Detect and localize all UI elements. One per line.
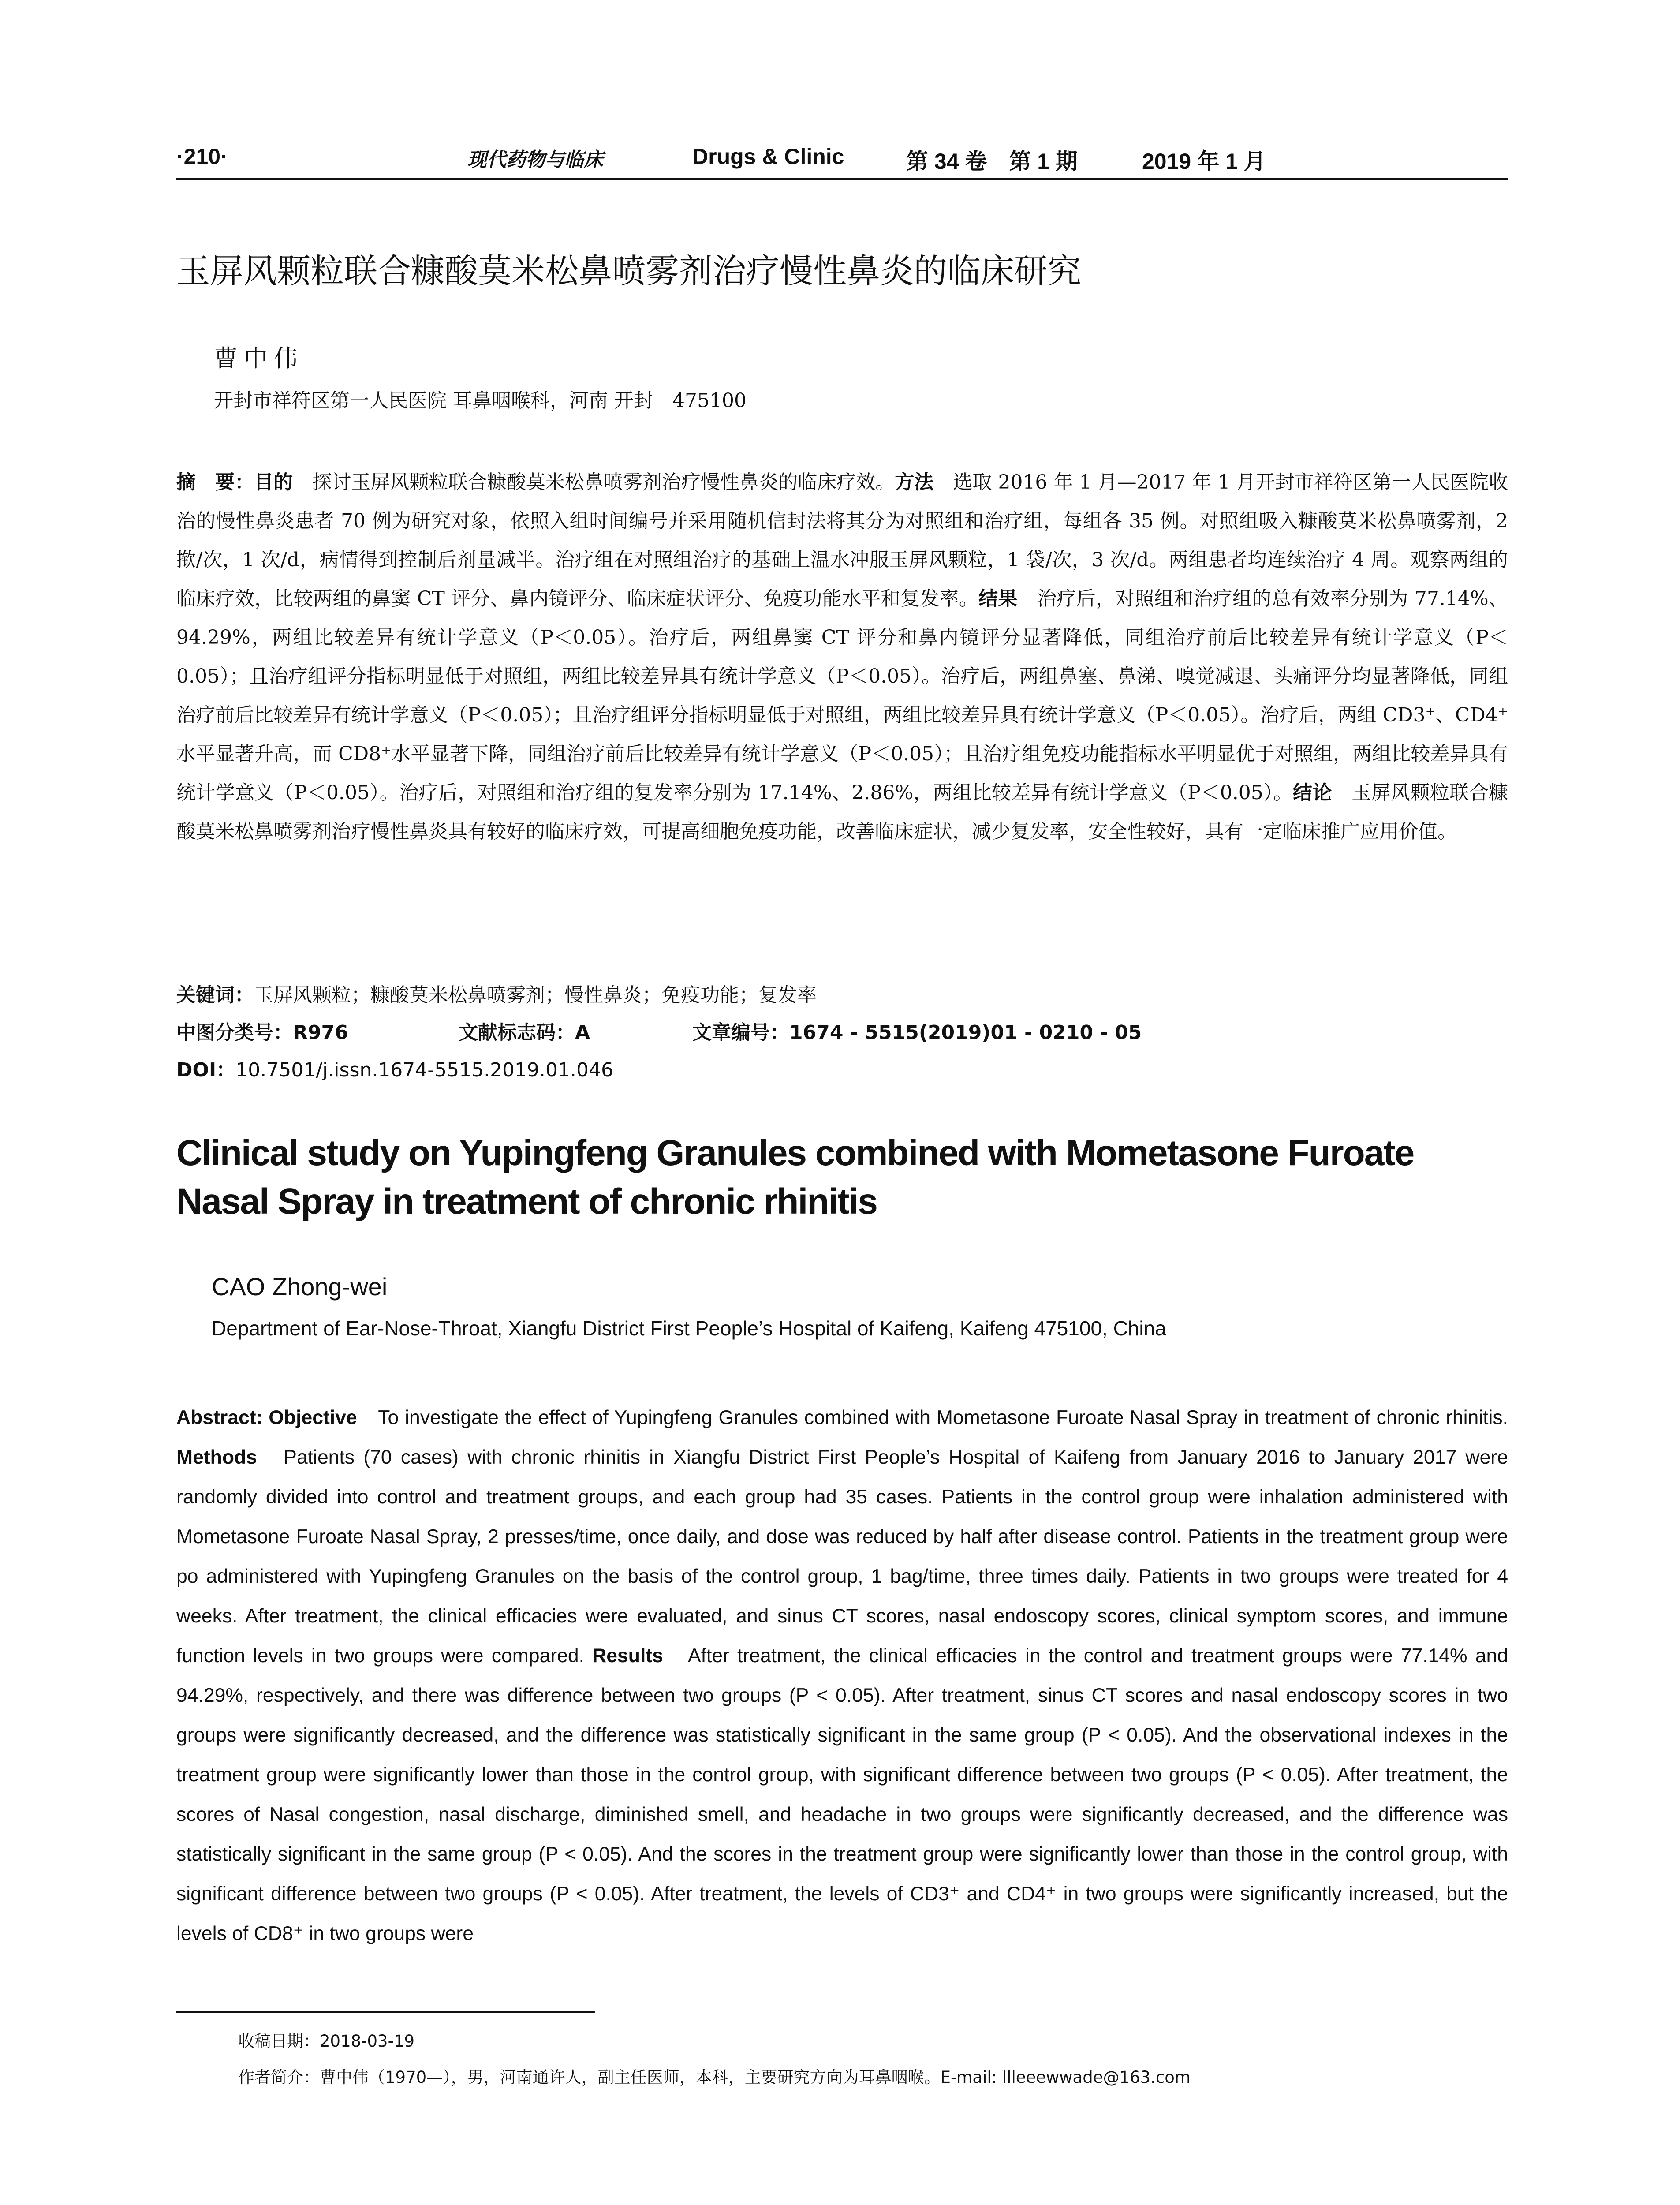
methods-label-zh: 方法 <box>895 471 934 493</box>
affiliation-english: Department of Ear-Nose-Throat, Xiangfu District First People’s Hospital of Kaifeng, Kaifeng 475100, China <box>212 1317 1166 1340</box>
methods-text-en: Patients (70 cases) with chronic rhinitis in Xiangfu District First People’s Hospital of Kaifeng from January 2016 to January 2017 were randomly divided into control and treatment groups, and each group had 35 cases. Patients in the control group were inhalation administered with Mometasone Furoate Nasal Spray, 2 presses/time, once daily, and dose was reduced by half after disease control. Patients in the treatment group were po administered with Yupingfeng Granules on the basis of the control group, 1 bag/time, three times daily. Patients in two groups were treated for 4 weeks. After treatment, the clinical efficacies were evaluated, and sinus CT scores, nasal endoscopy scores, clinical symptom scores, and immune function levels in two groups were compared. <box>176 1446 1508 1667</box>
issue-date: 2019 年 1 月 <box>1142 149 1266 174</box>
objective-label-zh: 目的 <box>254 471 293 493</box>
doi-line <box>176 1054 613 1082</box>
objective-text-en: To investigate the effect of Yupingfeng Granules combined with Mometasone Furoate Nasal Spray in treatment of chronic rhinitis. <box>357 1407 1508 1428</box>
methods-label-en: Methods <box>176 1446 257 1468</box>
conclusion-text-zh: 玉屏风颗粒联合糠酸莫米松鼻喷雾剂治疗慢性鼻炎具有较好的临床疗效，可提高细胞免疫功能，改善临床症状，减少复发率，安全性较好，具有一定临床推广应用价值。 <box>176 781 1508 843</box>
abstract-label-en: Abstract: <box>176 1407 263 1428</box>
doi-label: DOI： <box>176 1059 236 1081</box>
keywords-label: 关键词： <box>176 984 254 1006</box>
conclusion-label-zh: 结论 <box>1292 781 1332 804</box>
results-text-zh: 治疗后，对照组和治疗组的总有效率分别为 77.14%、94.29%，两组比较差异有统计学意义（P＜0.05）。治疗后，两组鼻窦 CT 评分和鼻内镜评分显著降低，同组治疗前后比较差异有统计学意义（P＜0.05）；且治疗组评分指标明显低于对照组，两组比较差异具有统计学意义（P＜0.05）。治疗后，两组鼻塞、鼻涕、嗅觉减退、头痛评分均显著降低，同组治疗前后比较差异有统计学意义（P＜0.05）；且治疗组评分指标明显低于对照组，两组比较差异具有统计学意义（P＜0.05）。治疗后，两组 CD3⁺、CD4⁺水平显著升高，而 CD8⁺水平显著下降，同组治疗前后比较差异有统计学意义（P＜0.05）；且治疗组免疫功能指标水平明显优于对照组，两组比较差异具有统计学意义（P＜0.05）。治疗后，对照组和治疗组的复发率分别为 17.14%、2.86%，两组比较差异有统计学意义（P＜0.05）。 <box>176 587 1508 804</box>
abstract-label-zh: 摘 要： <box>176 471 254 493</box>
results-label-zh: 结果 <box>978 587 1018 610</box>
results-label-en: Results <box>592 1645 663 1667</box>
abstract-chinese <box>176 463 1508 851</box>
volume-issue: 第 34 卷 第 1 期 <box>906 149 1078 174</box>
keywords-line <box>176 979 817 1007</box>
clc-number: 中图分类号：R976 <box>176 1021 348 1044</box>
author-chinese: 曹中伟 <box>214 344 304 372</box>
objective-label-en: Objective <box>269 1407 357 1428</box>
title-english: Clinical study on Yupingfeng Granules combined with Mometasone Furoate Nasal Spray in treatment of chronic rhinitis <box>176 1133 1414 1222</box>
title-chinese: 玉屏风颗粒联合糠酸莫米松鼻喷雾剂治疗慢性鼻炎的临床研究 <box>176 251 1081 291</box>
author-biography: 作者简介：曹中伟（1970—），男，河南通许人，副主任医师，本科，主要研究方向为耳鼻咽喉。E-mail: llleeewwade@163.com <box>238 2068 1191 2087</box>
author-english: CAO Zhong-wei <box>212 1273 388 1301</box>
document-code: 文献标志码：A <box>459 1021 590 1044</box>
running-header <box>176 140 1508 180</box>
article-number: 文章编号：1674 - 5515(2019)01 - 0210 - 05 <box>692 1021 1142 1044</box>
received-date: 收稿日期：2018-03-19 <box>238 2032 415 2051</box>
doi-link[interactable]: 10.7501/j.issn.1674-5515.2019.01.046 <box>235 1059 613 1081</box>
footnote-divider <box>176 2011 595 2013</box>
journal-name-cn: 现代药物与临床 <box>467 149 603 171</box>
affiliation-chinese: 开封市祥符区第一人民医院 耳鼻咽喉科，河南 开封 475100 <box>214 389 747 412</box>
journal-name-en: Drugs & Clinic <box>692 144 844 169</box>
objective-text-zh: 探讨玉屏风颗粒联合糠酸莫米松鼻喷雾剂治疗慢性鼻炎的临床疗效。 <box>293 471 895 493</box>
results-text-en: After treatment, the clinical efficacies in the control and treatment groups were 77.14% and 94.29%, respectively, and there was difference between two groups (P < 0.05). After treatment, sinus CT scores and nasal endoscopy scores in two groups were significantly decreased, and the difference was statistically significant in the same group (P < 0.05). And the observational indexes in the treatment group were significantly lower than those in the control group, with significant difference between two groups (P < 0.05). After treatment, the scores of Nasal congestion, nasal discharge, diminished smell, and headache in two groups were significantly decreased, and the difference was statistically significant in the same group (P < 0.05). And the scores in the treatment group were significantly lower than those in the control group, with significant difference between two groups (P < 0.05). After treatment, the levels of CD3⁺ and CD4⁺ in two groups were significantly increased, but the levels of CD8⁺ in two groups were <box>176 1645 1508 1944</box>
keywords-text: 玉屏风颗粒；糠酸莫米松鼻喷雾剂；慢性鼻炎；免疫功能；复发率 <box>254 984 817 1006</box>
abstract-english <box>176 1398 1508 1954</box>
page-number: ·210· <box>176 144 228 169</box>
methods-text-zh: 选取 2016 年 1 月—2017 年 1 月开封市祥符区第一人民医院收治的慢性鼻炎患者 70 例为研究对象，依照入组时间编号并采用随机信封法将其分为对照组和治疗组，每组各 35 例。对照组吸入糠酸莫米松鼻喷雾剂，2 揿/次，1 次/d，病情得到控制后剂量减半。治疗组在对照组治疗的基础上温水冲服玉屏风颗粒，1 袋/次，3 次/d。两组患者均连续治疗 4 周。观察两组的临床疗效，比较两组的鼻窦 CT 评分、鼻内镜评分、临床症状评分、免疫功能水平和复发率。 <box>176 471 1508 610</box>
